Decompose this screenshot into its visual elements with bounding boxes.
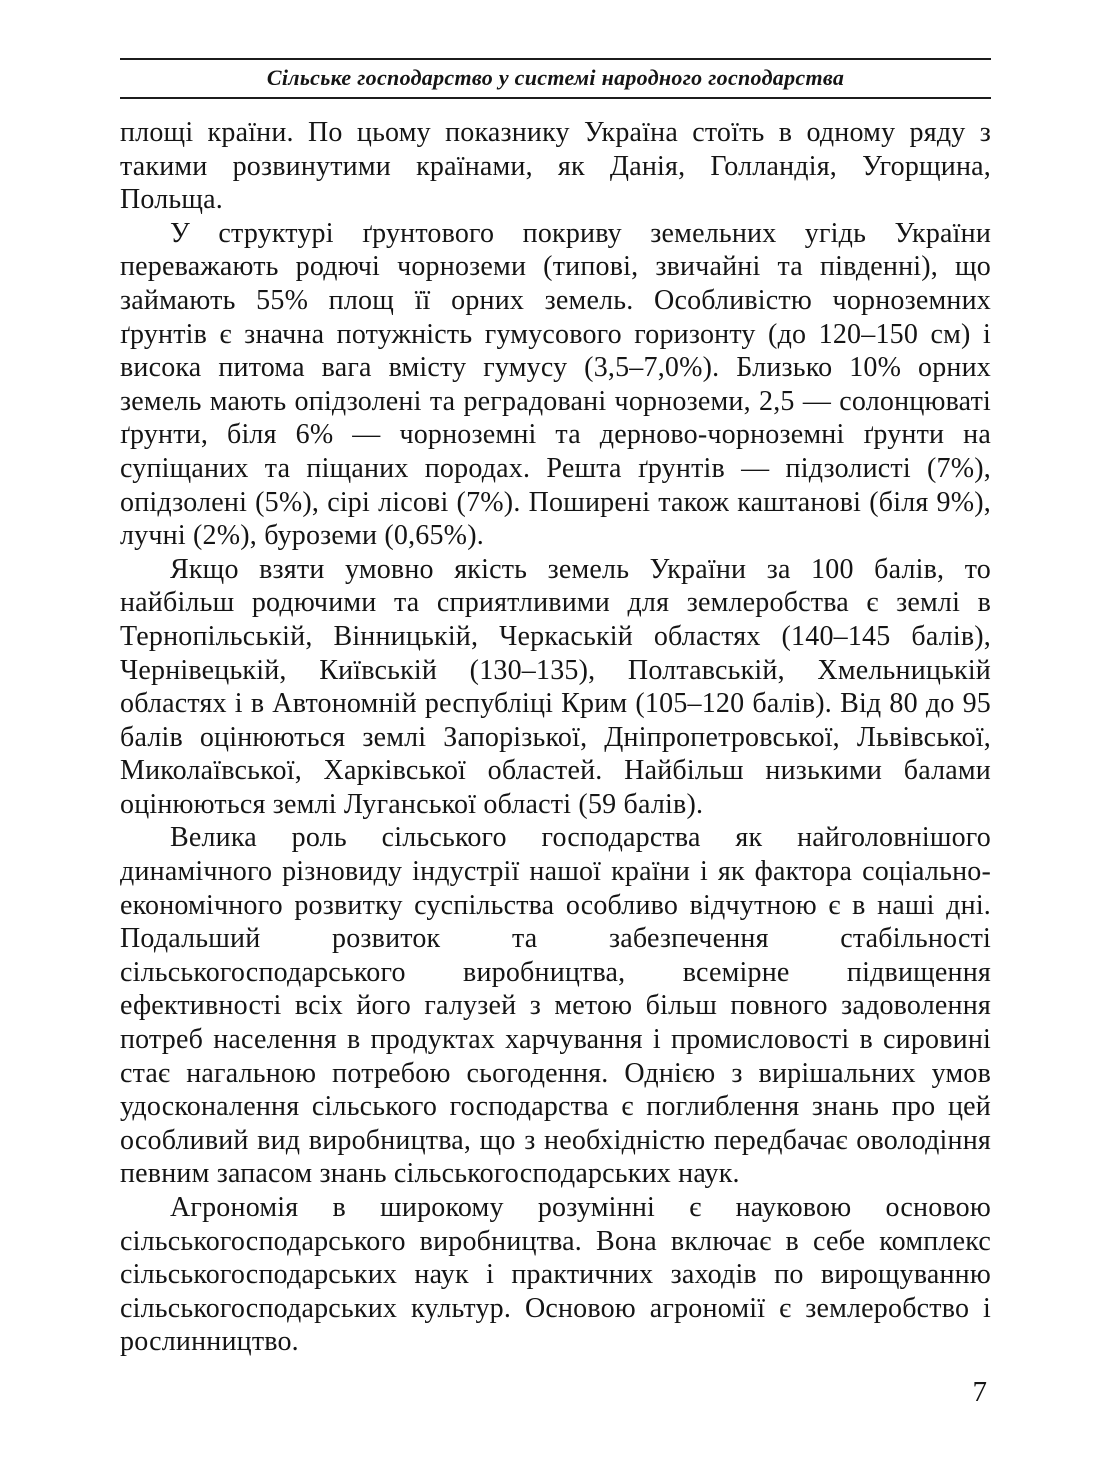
- page-number: 7: [972, 1376, 987, 1408]
- paragraph: Велика роль сільського господарства як найголовнішого динамічного різновиду індустрії нашої країни і як фактора соціально-економічного розвитку суспільства особливо відчутною є в наші дні. Подальший розвиток та забезпечення стабільності сільськогосподарського виробництва, всемірне підвищення ефективності всіх його галузей з метою більш повного задоволення потреб населення в продуктах харчування і промисловості в сировині стає нагальною потребою сьогодення. Однією з вирішальних умов удосконалення сільського господарства є поглиблення знань про цей особливий вид виробництва, що з необхідністю передбачає оволодіння певним запасом знань сільськогосподарських наук.: [120, 822, 991, 1190]
- running-head-title: Сільське господарство у системі народного господарства: [120, 58, 991, 99]
- paragraph: Агрономія в широкому розумінні є науковою основою сільськогосподарського виробництва. Вона включає в себе комплекс сільськогосподарських наук і практичних заходів по вирощуванню сільськогосподарських культур. Основою агрономії є землеробство і рослинництво.: [120, 1192, 991, 1358]
- paragraph-continuation: площі країни. По цьому показнику Україна стоїть в одному ряду з такими розвинутими країнами, як Данія, Голландія, Угорщина, Польща.: [120, 117, 991, 216]
- paragraph: Якщо взяти умовно якість земель України за 100 балів, то найбільш родючими та сприятливими для землеробства є землі в Тернопільській, Вінницькій, Черкаській областях (140–145 балів), Чернівецькій, Київській (130–135), Полтавській, Хмельницькій областях і в Автономній республіці Крим (105–120 балів). Від 80 до 95 балів оцінюються землі Запорізької, Дніпропетровської, Львівської, Миколаївської, Харківської областей. Найбільш низькими балами оцінюються землі Луганської області (59 балів).: [120, 553, 991, 820]
- paragraph: У структурі ґрунтового покриву земельних угідь України переважають родючі чорноземи (типові, звичайні та південні), що займають 55% площ її орних земель. Особливістю чорноземних ґрунтів є значна потужність гумусового горизонту (до 120–150 см) і висока питома вага вмісту гумусу (3,5–7,0%). Близько 10% орних земель мають опідзолені та реградовані чорноземи, 2,5 — солонцюваті ґрунти, біля 6% — чорноземні та дерново-чорноземні ґрунти на супіщаних та піщаних породах. Решта ґрунтів — підзолисті (7%), опідзолені (5%), сірі лісові (7%). Поширені також каштанові (біля 9%), лучні (2%), буроземи (0,65%).: [120, 217, 991, 552]
- page-body: [120, 116, 991, 1359]
- page-header: [120, 58, 991, 99]
